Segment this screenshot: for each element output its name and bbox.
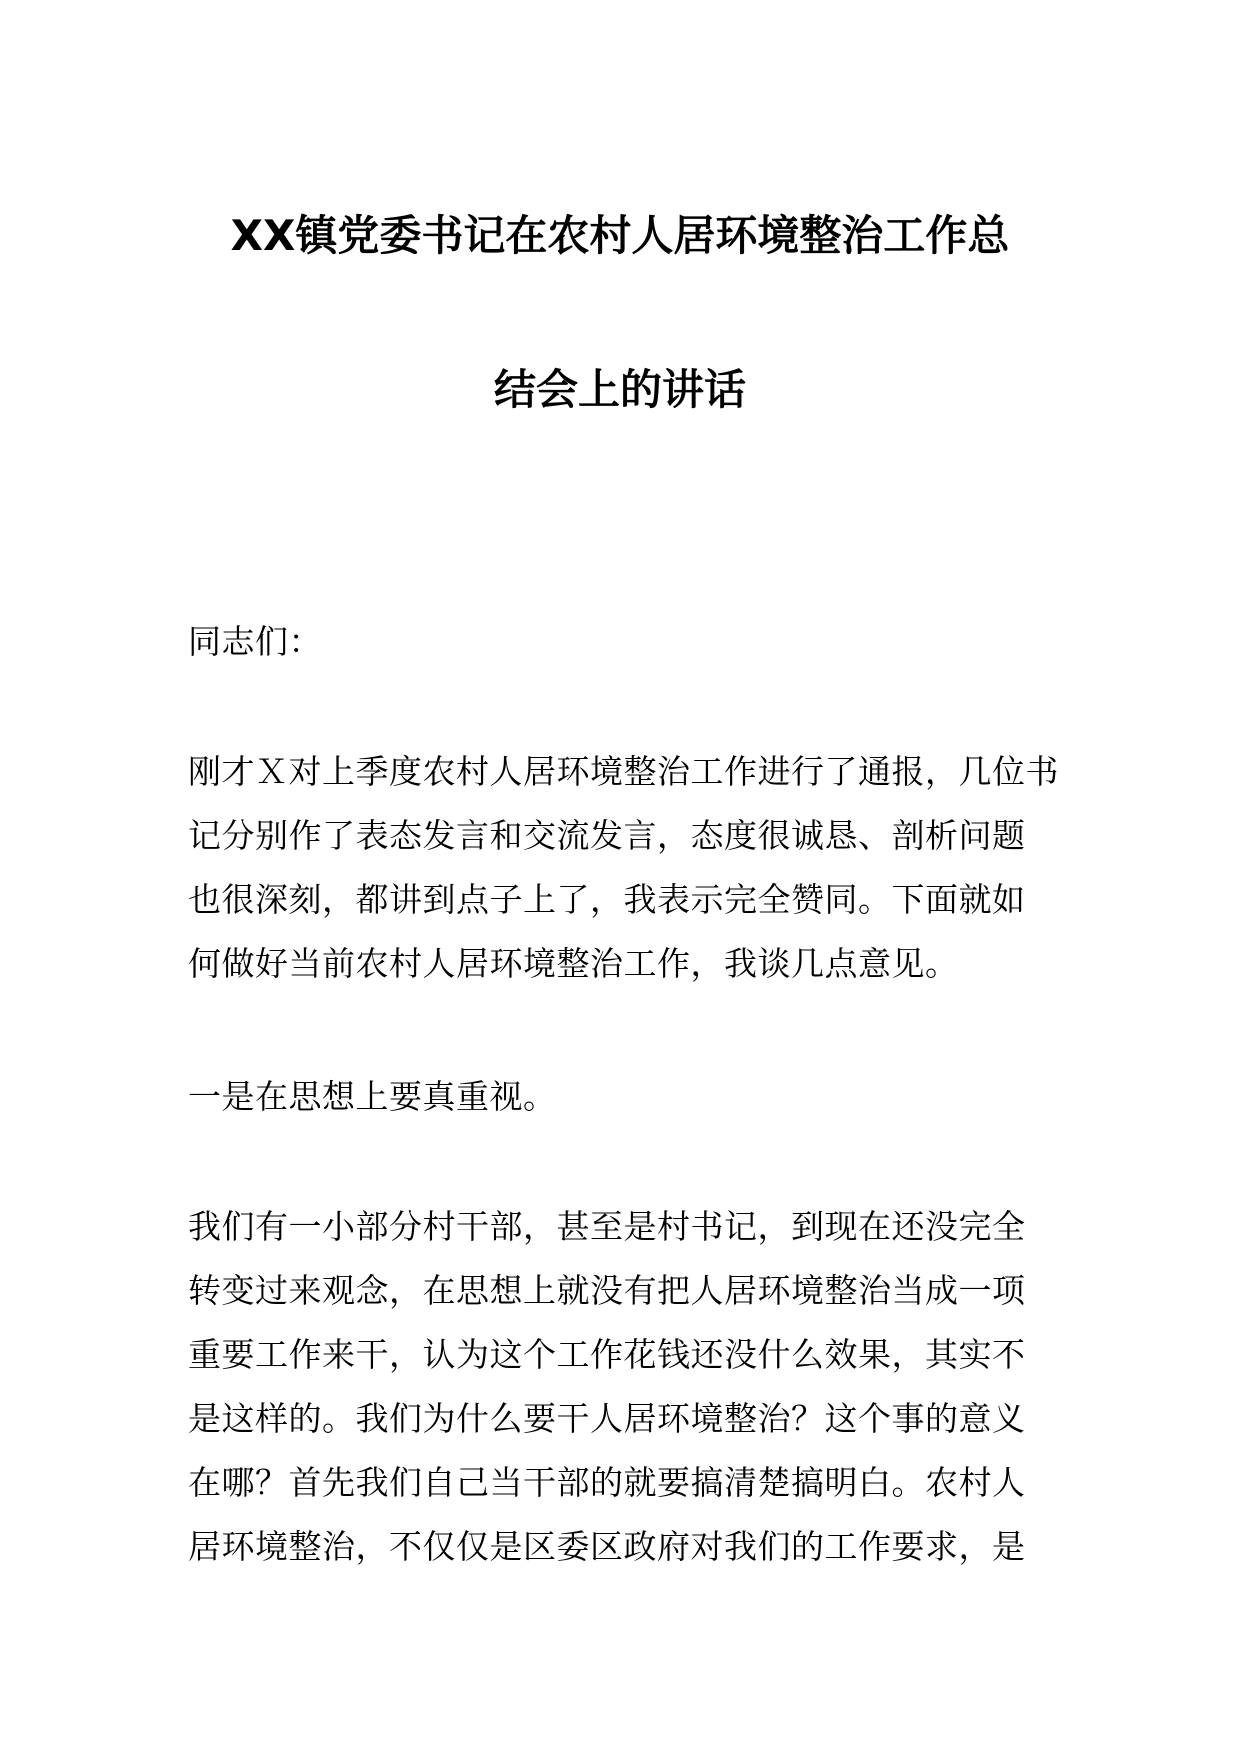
paragraph-2-line: 在哪？首先我们自己当干部的就要搞清楚搞明白。农村人 — [188, 1463, 1026, 1502]
paragraph-2-line: 重要工作来干，认为这个工作花钱还没什么效果，其实不 — [188, 1335, 1026, 1374]
paragraph-2 — [188, 1195, 1058, 1579]
paragraph-2-line: 我们有一小部分村干部，甚至是村书记，到现在还没完全 — [188, 1207, 1026, 1246]
document-title-line-1: XX镇党委书记在农村人居环境整治工作总 — [230, 211, 1010, 260]
paragraph-1 — [188, 740, 1058, 996]
paragraph-2-line: 是这样的。我们为什么要干人居环境整治？这个事的意义 — [188, 1399, 1026, 1438]
paragraph-1-line: 也很深刻，都讲到点子上了，我表示完全赞同。下面就如 — [188, 880, 1026, 919]
paragraph-2-line: 转变过来观念，在思想上就没有把人居环境整治当成一项 — [188, 1271, 1026, 1310]
salutation: 同志们： — [188, 622, 322, 661]
paragraph-1-line: 记分别作了表态发言和交流发言，态度很诚恳、剖析问题 — [188, 816, 1026, 855]
document-title-line-2: 结会上的讲话 — [493, 365, 746, 414]
paragraph-1-line: 刚才Ｘ对上季度农村人居环境整治工作进行了通报，几位书 — [188, 752, 1059, 791]
paragraph-2-line: 居环境整治，不仅仅是区委区政府对我们的工作要求，是 — [188, 1527, 1026, 1566]
section-heading-1: 一是在思想上要真重视。 — [188, 1077, 557, 1116]
paragraph-1-line: 何做好当前农村人居环境整治工作，我谈几点意见。 — [188, 944, 959, 983]
